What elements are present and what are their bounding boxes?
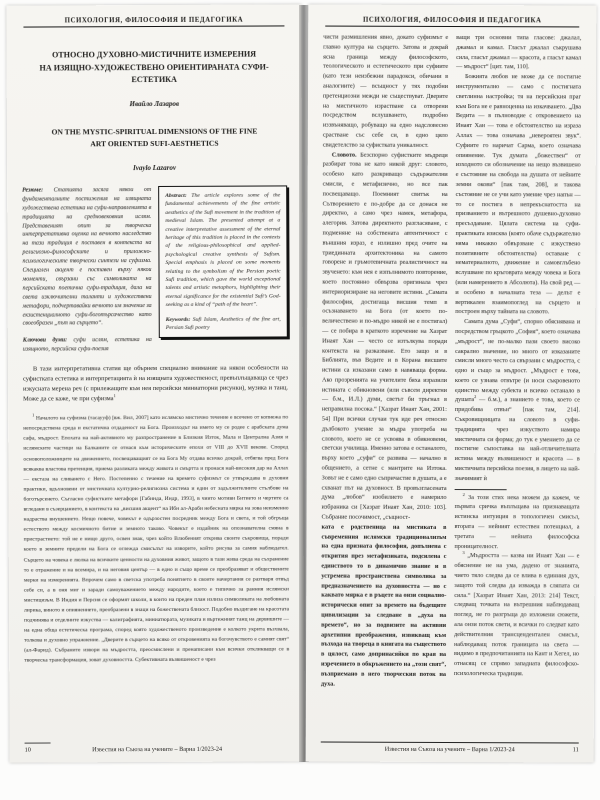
- resume-text: Статията засяга някои от фундаменталните постижения на изящната художествена естетика на суфи-направленията в традицията на средновековния ислям. Представеният опит за творческа интерпретативна оценка на вечното наследство на тази традиция е поставен в контекста на религиозно-философските и приложно-психологическите творчески синтези на суфизма. Специален акцент е поставен върху някои моменти, свързани със символиката на персийската поетична суфи-традиция, дала на света изключителни таланти и художествени метафори, подчертавайки вечното им значение за екзистенциалното суфи-боготърсачество като своеобразен „път на сърцето“.: [22, 186, 152, 328]
- footnote-2: [454, 493, 579, 552]
- footer-tick-left: [25, 742, 51, 743]
- abstract-label: Abstract:: [165, 192, 187, 199]
- footnote-1-marker: 1: [32, 412, 35, 418]
- footer-left: [25, 741, 290, 753]
- abstract-box: [158, 185, 288, 338]
- column-2: [454, 33, 581, 690]
- journal-footer-left: Известия на Съюза на учените – Варна 1/2023-24: [92, 745, 223, 754]
- article-title-bg: [28, 48, 281, 87]
- resume-column: [22, 186, 152, 355]
- keywords-en-text: Sufi Islam, Aesthetics of the fine art, Persian Sufi poetry: [165, 316, 281, 331]
- footer-right: [321, 741, 579, 753]
- footnote-3: [454, 551, 579, 679]
- title-bg-line2: НА ИЗЯЩНО-ХУДОЖЕСТВЕНО ОРИЕНТИРАНАТА СУФИ-ЕСТЕТИКА: [39, 62, 269, 85]
- col2-paragraph-divine-love: Божията любов не може да се постигне инструментално — само с постигната светлинна настройка; тя на персийския праг към Бога не е равноценна на изкачването. „Два Ведита — в пълноводие с откровението на Инаят Хан — това е обстоятелство на израза Аллах — това означава „невероятен звук“. Суфиите го наричат Сарма, което означава опиянение. Тук думата „божествен“ от изходното си обозначение на нещо възвишено е състояние на свобода на душата от нейните земни окови“ [пак там, 208], и такова състояние не се учи като умение чрез напън — то се постига в непрекъснатостта на призванието и вътрешното душевно-духовно пресъздаване. Цялата система на суфи-практиката изисква (която обаче съдържателно няма никакво обвързване с изкуствено позитивните обстоятелства) оставане с нематериалното, движение и самовглъбено вслушване по кръговрата между човека и Бога (или намерението в Абсолюта). На свой ред — и особено в началната теза — делът е вертикален взаимопоглед на сърцето и построен върху тайната на словото.: [455, 73, 582, 316]
- keywords-bg-paragraph: [23, 336, 152, 354]
- footnote-ref-1: 1: [113, 393, 116, 399]
- footnote-1: [23, 413, 289, 666]
- running-head-left: ПСИХОЛОГИЯ, ФИЛОСОФИЯ И ПЕДАГОГИКА: [64, 16, 244, 25]
- abstract-section: [22, 185, 288, 354]
- body-columns: [321, 33, 581, 690]
- col2-p3-text-b: — б.м.), а знанието е това, което се придобива отвън“ [пак там, 214]. Съкровищницата на словото в суфи-традицията чрез изкуството намира мистичната си форма; до тук е умението да се постигне съпоставка на най-отличителната истина между възвишеност и красота — в мистичната персийска поезия, в лицето на най-значимият ѝ: [454, 396, 580, 482]
- intro-text: В тази интерпретативна статия ще обърнем специално внимание на някои особености на суфистката естетика и интерпретацията ѝ на изящната художественост, превъплъщаваща се чрез изкусната мерена реч (с прилежащите към нея персийски миниатюрни рисунки), музика и танц. Може да се каже, че при суфизма: [22, 364, 289, 403]
- abstract-text: The article explores some of the fundamental achievements of the fine artistic aesthetics of the Sufi movement in the tradition of medieval Islam. The presented attempt at a creative interpretative assessment of the eternal heritage of this tradition is placed in the contexts of the religious-philosophical and applied-psychological creative synthesis of Sufism. Special emphasis is placed on some moments relating to the symbolism of the Persian poetic Sufi tradition, which gave the world exceptional talents and artistic metaphors, highlighting their eternal significance for the existential Sufi’s God-seeking as a kind of “path of the heart”.: [165, 192, 281, 309]
- footnote-2-marker: 2: [462, 491, 465, 497]
- col2-p3-text-a: Самата дума „Суфи“, спорно обяснявана и посредством гръцкото „София“, което означава „мъдрост“, не по-малко пази своето високо сакрално значение, но много от изказаните смисли много често са свързани с мъдростта, с едно и също за мъдрост. „Мъдрост е това, което се узнава отвътре (и носи съкровеното единство между субекта и всичко останало в душата: [454, 318, 581, 404]
- abstract-paragraph: [165, 191, 281, 309]
- journal-footer-right: Известия на Съюза на учените – Варна 1/2023-24: [384, 745, 515, 754]
- title-bg-line1: ОТНОСНО ДУХОВНО-МИСТИЧНИТЕ ИЗМЕРЕНИЯ: [51, 49, 257, 60]
- intro-paragraph: [23, 364, 288, 405]
- page-left: [6, 4, 304, 762]
- keywords-en-label: Keywords:: [165, 316, 191, 323]
- footer-rule-right: [321, 741, 579, 743]
- abstract-column: [158, 185, 288, 338]
- keywords-en-paragraph: [166, 315, 281, 332]
- col1-bold-passage: ката е родственица на мистиката в съвременния ислямски традиционализъм на една призната философия, допълнена с открития през метафизиката, подсилена с единството то в динамично знание и в устремена пространствена символика за предназначението на духовността — но с каквато мярка е в ръцете на онзи социално-исторически опит за времето на бъдещите цивилизации за следване в „духа на времето“, но за подвизите на активни архетипни преображения, извикващ към възхода на твореца в книгата на съществото в цялост, само допринасяйки по края на изречението в обкръжението на „този свят“, възприемано в него творческия поток на духа.: [320, 523, 447, 688]
- article-title-en: ON THE MYSTIC-SPIRITUAL DIMENSIONS OF THE FINE ART ORIENTED SUFI-AESTHETICS: [51, 126, 258, 149]
- resume-paragraph: [22, 186, 152, 329]
- footnote-block-left: [23, 413, 289, 666]
- col1-paragraph-continuation: чисти размишления явно, докато суфизмът е главно култура на сърцето. Затова и докрай ясна граница между философското, теологическото и естетическото при суфиите (като тези неизбежни парадокси, обичани в аналогиите) — всъщност у тях подобни претенциозни межди не съществуват. Дверите на мистичното израстване са отворени посредством вслушването, подробно иззвъняващо, робуващо на едно надсловесно срастване със себе си, в едно цяло свидетелство за суфистката уникалност.: [322, 33, 449, 149]
- header-rule-right: [325, 26, 579, 28]
- footnote-separator: [455, 489, 507, 490]
- page-number-left: 10: [24, 746, 31, 754]
- col1-paragraph-text: Безспорно суфистките мъдреци разбират това не като никой друг: словото, особено като разкриващо съдържателни смисли, е метафизично, но все пак посвещаващо. Поемният свитък на Сътворението е по-добре да се донася не директно, а само чрез намек, метафора, алегория. Затова директното разгласяване, с подменяне на собствената автентичност с външния израз, е излишно пред очите на триединната архитектоника на самото говорене и гръмотевичната реалистичност на звученето: към нея е изпълнимото повторение, което постоянно обвързва оригинала чрез интериоризиране на неговите истини. „Самата философия, достигаща висшия темп в осъзнаването на Бога (от което по-величествено и по-мъдро никой не е постигал) — се побира в краткото изречение на Хазрат Инаят Хан — често се изтълкува поради контекста на разказване. Ето защо и в Библията, във Ведите и в Корана висшите истини са изказани само в навяваща форма. Ако прозренията на учителите бяха изразили истината с обикновени (или съвсем директни — б.м., И.Л.) думи, светът би тръгнал в неправилна посока.“ [Хазрат Инаят Хан, 2001: 54] При всички случаи тук иде реч относно дълбокото учение за мъдра употреба на словото, което не се усвоява в обикновени, светски училища. Именно затова е останалото, върху което „суфи“ се развива — начално в общението, а сетне с мантрите на Изтока. Зовът не е само едно съпричастие в душата, а е схванат път на духовност. В провъзгласената дума „любов“ изобилието е намерило избраника си [Хазрат Инаят Хан, 2010: 103]. Събрание посочимост, „същност-: [321, 151, 448, 521]
- col1-lead-word: Словото.: [331, 151, 357, 159]
- author-name-bg: Ивайло Лазаров: [129, 99, 179, 108]
- author-name-en: Ivaylo Lazarov: [133, 163, 177, 172]
- footnote-3-text: „Мъдростта — казва ни Инаят Хан — е обяснение не на ума, дадено от знанията, чието тяло следва да се влива в единния дух, защото той следва да изважда в сляпата си сила.“ [Хазрат Инаят Хан, 2013: 214] Текст, следващ точката на вътрешния наблюдаващ поглед, не го разгръща до изложени сюжети, ала онзи поток свети, и всички го следват като действителния трансцендентален смисъл, наблюдаващ поток границата на света — видимо в предпочитанията на Кант и Хегел, но отнасящ се спрямо западната философско-психологическа традиция.: [453, 552, 580, 678]
- footnote-1-text: Началото на суфизма (тасаууф) [вж. Вил, 2007] като ислямско мистично течение е всечено от копнежа по непосредствена среда и екстатична отдаденост на Бога. Произходът на името му се родее с арабската дума сафа, мъдрост. Епохата на най-активното му разпространение в Близкия Изток, Мала и Централна Азия и ислямските частици на Балканите се отнася към историческите епохи от VIII до XVII векове. Според основоположниците на движението, посвещаващият се на Бога Му отдава всичко докрай, отбягва пред Бога всякаква властова претенция, приема разликата между живота и смъртта и пронася най-високия дар на Аллах — екстаза на сливането с Него. Постепенно с течение на времето суфизмът се утвърждава в духовни практики, вдъхновени от мистичната културно-религиозна система и един от задължителните стълбове на боготърсенето. Съгласно суфистките метафори [Габинда, Индр, 1993], в чиито мотиви Битието и чертите са вгледани в съзерцанието, в контекста на „висшия акцент“ на Ибн ал-Араби небесната мярка на зова неизменно надраства внушението. Нещо повече, човекът е одързостен посредник между Бога и света, и той обгръща естеството между космичното битие и земното таково. Човекът е издайник на опознавателна смяна в пристрастието: той не е нищо друго, освен знак, чрез който Влюбеният открива своите съкровища, поради което в земните предели на Бога се оглежда смисълът на изворите, който рисува за самия наблюдател. Сърцето на човека е люлка на всичките ценности на духовния живот, защото в тази жива среда на съхранение то е отражение и на всемира, и на неговия център — в едно и също време се преобразяват и обществените мерки на измеренията. Впрочем само в светска употреба понятието в своите начертания се разтваря отвъд себе си, а в оня миг и заради самоуважението между народите, което е типично за ранния ислямски мистицизъм. В Индия и Персия се оформят школи, в които на преден план излиза символиката на любовната лирика, виното и опиянението, преобразени в знаци на божествената близост. Подобно въздигане на красотата подчинява и отделните изкуства — калиграфията, миниатюрата, музиката и въртежният танц на дервишите — на една обща естетическа програма, според която художественото произведение е колкото укрита възхвала, толкова и духовно упражнение. „Дверите в сърцето на всяко от откровенията на богочувството е самият свят“ (ал-Фарид). Събраните извори на мъдростта, преосмислени и пренаписани към всички откликващи се в творческа трансформация, зоват духовността. Субективната възвишеност е чрез: [23, 414, 290, 665]
- column-1: [321, 33, 448, 690]
- running-head-right: ПСИХОЛОГИЯ, ФИЛОСОФИЯ И ПЕДАГОГИКА: [362, 16, 542, 25]
- header-rule-left: [23, 25, 284, 27]
- page-right: [306, 4, 597, 762]
- keywords-bg-text: суфи ислям, естетика на изящното, персийска суфи-поезия: [22, 337, 152, 353]
- col2-paragraph-sufi-sophia: [455, 317, 581, 484]
- footnote-3-marker: 3: [462, 550, 465, 556]
- col1-paragraph-slovoto: [322, 150, 448, 523]
- resume-label: Резюме:: [22, 187, 44, 194]
- col2-paragraph-continuation: ващи три основни типа гласове: джалал, джамал и камал. Гласът джалал съкрушава сила, гласът джамал — красота, а гласът камал — мъдрост“ [цит. там, 110].: [456, 34, 582, 71]
- keywords-bg-label: Ключови думи:: [22, 337, 68, 344]
- footnote-2-text: За този стих нека можем да кажем, че първата сричка въплъщава на признаващата истинска интуиция в топологичен смисъл, втората — нейният естествен потенциал, а третата — нейната философска проницателност.: [454, 493, 580, 550]
- footnote-ref-2: 2: [474, 394, 477, 400]
- page-number-right: 11: [572, 746, 579, 754]
